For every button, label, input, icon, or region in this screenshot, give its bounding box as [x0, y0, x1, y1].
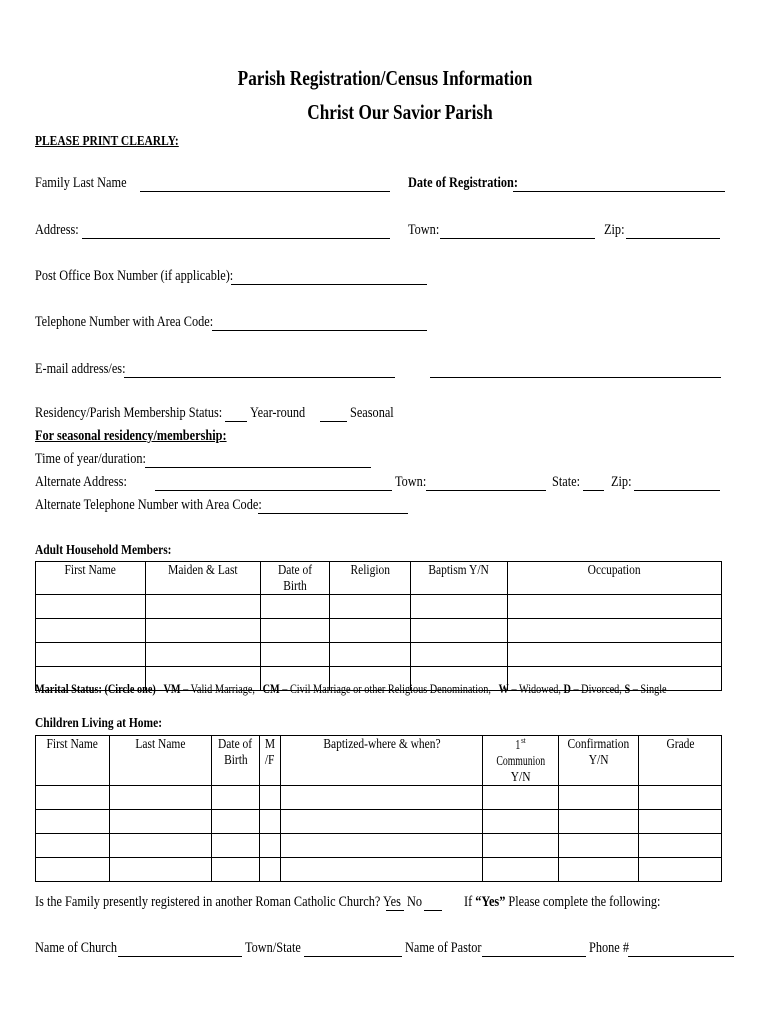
name-of-church-label: Name of Church — [35, 940, 117, 956]
town-state-field[interactable] — [304, 956, 402, 957]
col-child-dob: Date of Birth — [212, 736, 260, 786]
alt-telephone-field[interactable] — [258, 513, 408, 514]
residency-status-label: Residency/Parish Membership Status: — [35, 405, 223, 421]
alt-state-field[interactable] — [583, 490, 604, 491]
table-row[interactable] — [36, 643, 722, 667]
year-round-blank[interactable] — [225, 421, 247, 422]
town-label: Town: — [408, 222, 440, 238]
alternate-address-field[interactable] — [155, 490, 392, 491]
print-instruction: PLEASE PRINT CLEARLY: — [35, 134, 179, 149]
phone-label: Phone # — [589, 940, 629, 956]
col-maiden-last: Maiden & Last — [146, 562, 261, 595]
phone-field[interactable] — [628, 956, 734, 957]
alt-zip-label: Zip: — [611, 474, 632, 490]
adults-heading: Adult Household Members: — [35, 543, 172, 558]
col-child-last-name: Last Name — [110, 736, 212, 786]
town-field[interactable] — [440, 238, 595, 239]
address-label: Address: — [35, 222, 79, 238]
date-of-registration-label: Date of Registration: — [408, 175, 518, 191]
children-table — [35, 735, 722, 882]
time-of-year-field[interactable] — [145, 467, 371, 468]
telephone-label: Telephone Number with Area Code: — [35, 314, 214, 330]
table-row[interactable] — [36, 619, 722, 643]
time-of-year-label: Time of year/duration: — [35, 451, 146, 467]
name-of-pastor-field[interactable] — [482, 956, 586, 957]
email-field-2[interactable] — [430, 377, 721, 378]
col-child-first-name: First Name — [36, 736, 110, 786]
email-label: E-mail address/es: — [35, 361, 126, 377]
po-box-label: Post Office Box Number (if applicable): — [35, 268, 234, 284]
col-child-confirmation: Confirmation Y/N — [559, 736, 639, 786]
family-last-name-label: Family Last Name — [35, 175, 127, 191]
col-child-communion: 1stCommunion Y/N — [483, 736, 559, 786]
yes-blank[interactable] — [386, 910, 404, 911]
alt-zip-field[interactable] — [634, 490, 720, 491]
date-of-registration-field[interactable] — [513, 191, 725, 192]
children-heading: Children Living at Home: — [35, 716, 163, 731]
col-date-of-birth: Date of Birth — [261, 562, 330, 595]
address-field[interactable] — [82, 238, 390, 239]
col-baptism: Baptism Y/N — [411, 562, 508, 595]
form-title: Parish Registration/Census Information — [237, 66, 533, 90]
adult-members-table — [35, 561, 722, 691]
marital-status-legend: Marital Status: (Circle one) VM – Valid Marriage, CM – Civil Marriage or other Religious Denomination, W – Widowed, D – Divorced, S – Single — [35, 682, 667, 696]
col-child-baptized: Baptized-where & when? — [281, 736, 483, 786]
other-church-question: Is the Family presently registered in another Roman Catholic Church? Yes — [35, 894, 401, 910]
table-row[interactable] — [36, 833, 722, 857]
name-of-pastor-label: Name of Pastor — [405, 940, 482, 956]
adult-header-row — [36, 562, 722, 595]
no-label: No — [407, 894, 423, 910]
table-row[interactable] — [36, 857, 722, 881]
col-first-name: First Name — [36, 562, 146, 595]
col-child-grade: Grade — [639, 736, 722, 786]
col-child-mf: M /F — [260, 736, 281, 786]
col-occupation: Occupation — [508, 562, 722, 595]
seasonal-blank[interactable] — [320, 421, 347, 422]
if-yes-instruction: If “Yes” Please complete the following: — [464, 894, 661, 910]
zip-field[interactable] — [626, 238, 720, 239]
year-round-label: Year-round — [250, 405, 306, 421]
alt-town-field[interactable] — [426, 490, 546, 491]
email-field-1[interactable] — [124, 377, 395, 378]
name-of-church-field[interactable] — [118, 956, 242, 957]
seasonal-heading: For seasonal residency/membership: — [35, 428, 227, 444]
alt-state-label: State: — [552, 474, 581, 490]
alt-town-label: Town: — [395, 474, 427, 490]
children-header-row — [36, 736, 722, 786]
telephone-field[interactable] — [212, 330, 427, 331]
alt-telephone-label: Alternate Telephone Number with Area Code: — [35, 497, 262, 513]
zip-label: Zip: — [604, 222, 625, 238]
no-blank[interactable] — [424, 910, 442, 911]
family-last-name-field[interactable] — [140, 191, 390, 192]
seasonal-label: Seasonal — [350, 405, 394, 421]
alternate-address-label: Alternate Address: — [35, 474, 127, 490]
col-religion: Religion — [330, 562, 411, 595]
town-state-label: Town/State — [245, 940, 301, 956]
parish-name: Christ Our Savior Parish — [307, 100, 493, 124]
table-row[interactable] — [36, 595, 722, 619]
table-row[interactable] — [36, 785, 722, 809]
table-row[interactable] — [36, 809, 722, 833]
po-box-field[interactable] — [231, 284, 427, 285]
